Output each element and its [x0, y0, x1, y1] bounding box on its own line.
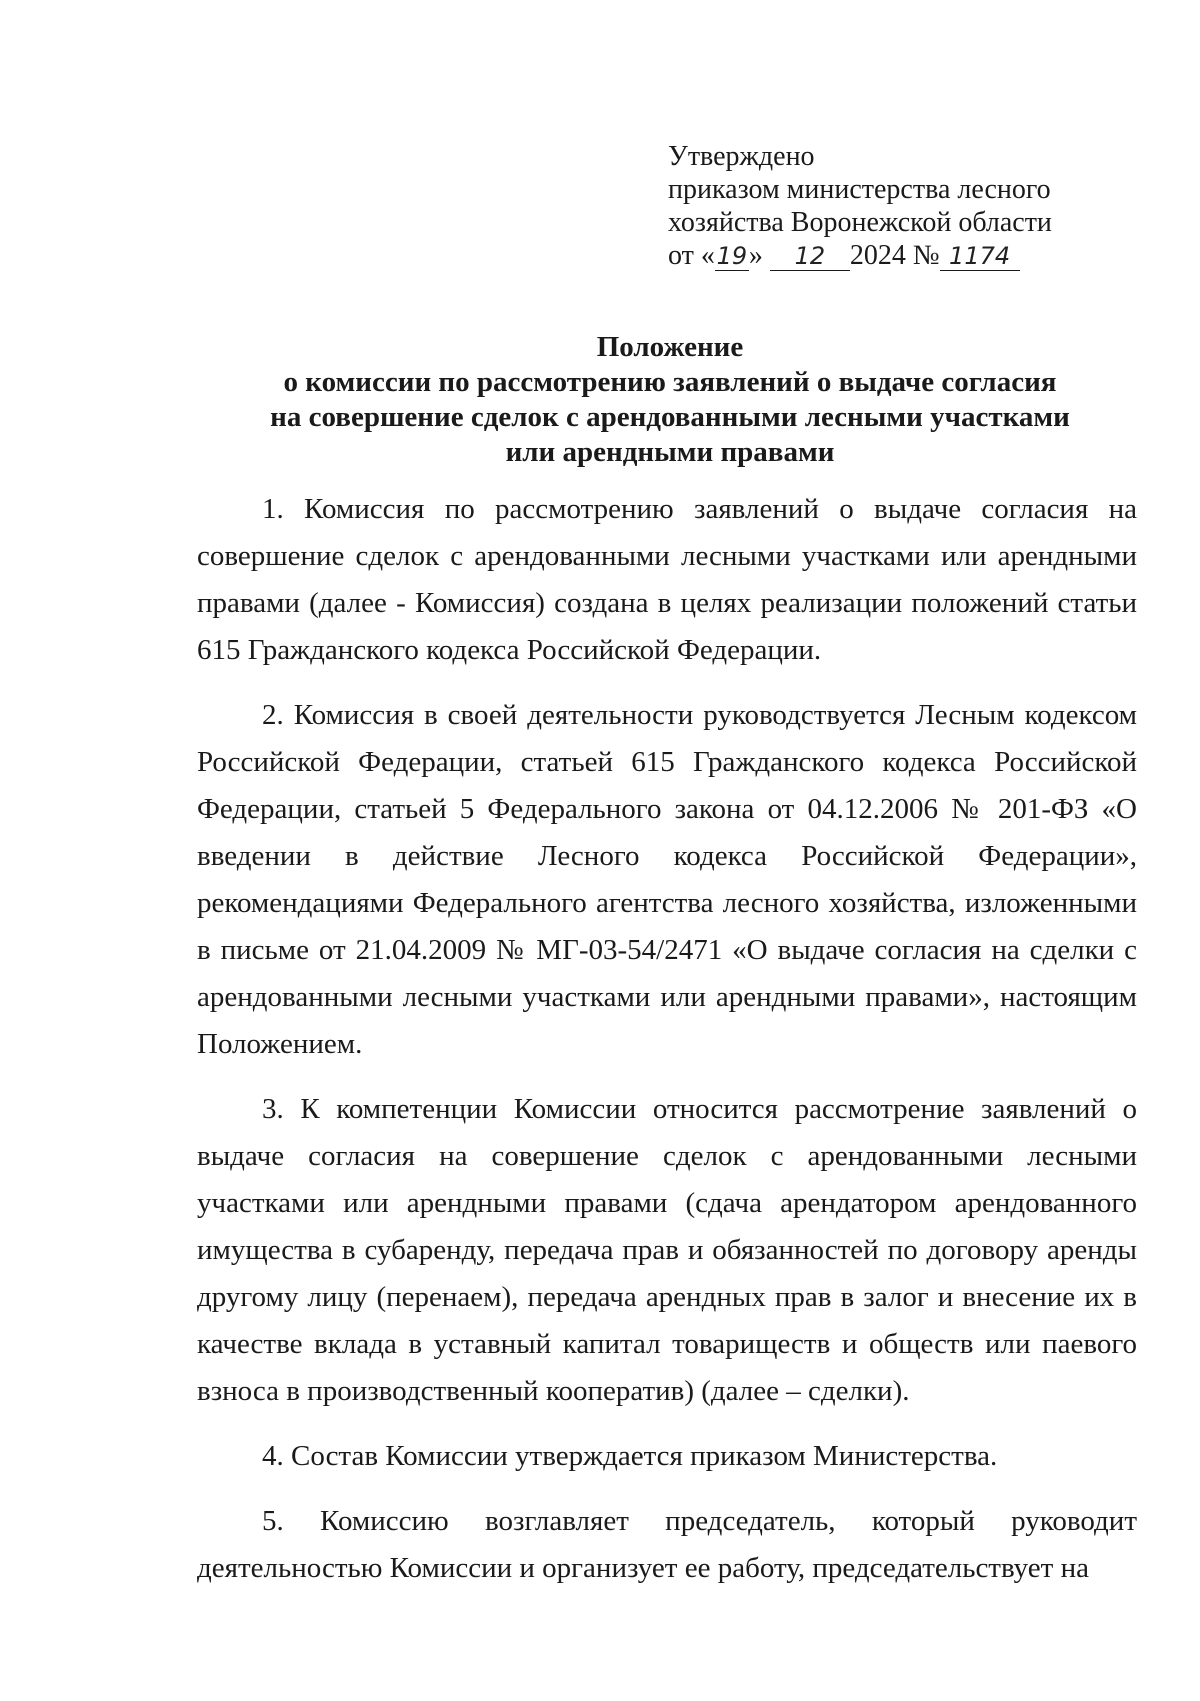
handwritten-day: 19	[716, 242, 748, 270]
approval-heading: Утверждено	[668, 141, 815, 172]
handwritten-month: 12	[770, 242, 850, 271]
title-line-1: Положение	[596, 331, 744, 363]
date-mid: »	[748, 240, 763, 271]
approval-order-line: приказом министерства лесного	[668, 174, 1051, 205]
paragraph-3: 3. К компетенции Комиссии относится рассмотрение заявлений о выдаче согласия на совершение сделок с арендованными лесными участками или арендными правами (сдача арендатором арендованного имущества в субаренду, передача прав и обязанностей по договору аренды другому лицу (перенаем), передача арендных прав в залог и внесение их в качестве вклада в уставный капитал товариществ и обществ или паевого взноса в производственный кооператив) (далее – сделки).	[197, 1093, 1137, 1407]
approval-date-line	[668, 239, 1088, 272]
date-year: 2024 №	[849, 240, 940, 271]
paragraph-4: 4. Состав Комиссии утверждается приказом Министерства.	[262, 1440, 998, 1472]
document-body	[197, 486, 1137, 1610]
title-line-2: о комиссии по рассмотрению заявлений о выдаче согласия	[283, 366, 1057, 398]
title-line-3: на совершение сделок с арендованными лесными участками	[270, 401, 1070, 433]
paragraph-1: 1. Комиссия по рассмотрению заявлений о выдаче согласия на совершение сделок с арендованными лесными участками или арендными правами (далее - Комиссия) создана в целях реализации положений статьи 615 Гражданского кодекса Российской Федерации.	[197, 493, 1137, 666]
paragraph-5: 5. Комиссию возглавляет председатель, который руководит деятельностью Комиссии и организует ее работу, председательствует на	[197, 1505, 1137, 1584]
approval-block	[668, 140, 1088, 272]
paragraph-2: 2. Комиссия в своей деятельности руководствуется Лесным кодексом Российской Федерации, статьей 615 Гражданского кодекса Российской Федерации, статьей 5 Федерального закона от 04.12.2006 № 201-ФЗ «О введении в действие Лесного кодекса Российской Федерации», рекомендациями Федерального агентства лесного хозяйства, изложенными в письме от 21.04.2009 № МГ-03-54/2471 «О выдаче согласия на сделки с арендованными лесными участками или арендными правами», настоящим Положением.	[197, 699, 1137, 1060]
title-line-4: или арендными правами	[505, 436, 835, 468]
date-prefix: от «	[668, 240, 715, 271]
handwritten-order-number: 1174	[940, 242, 1020, 271]
approval-ministry-line: хозяйства Воронежской области	[668, 207, 1052, 238]
document-title	[190, 330, 1150, 470]
